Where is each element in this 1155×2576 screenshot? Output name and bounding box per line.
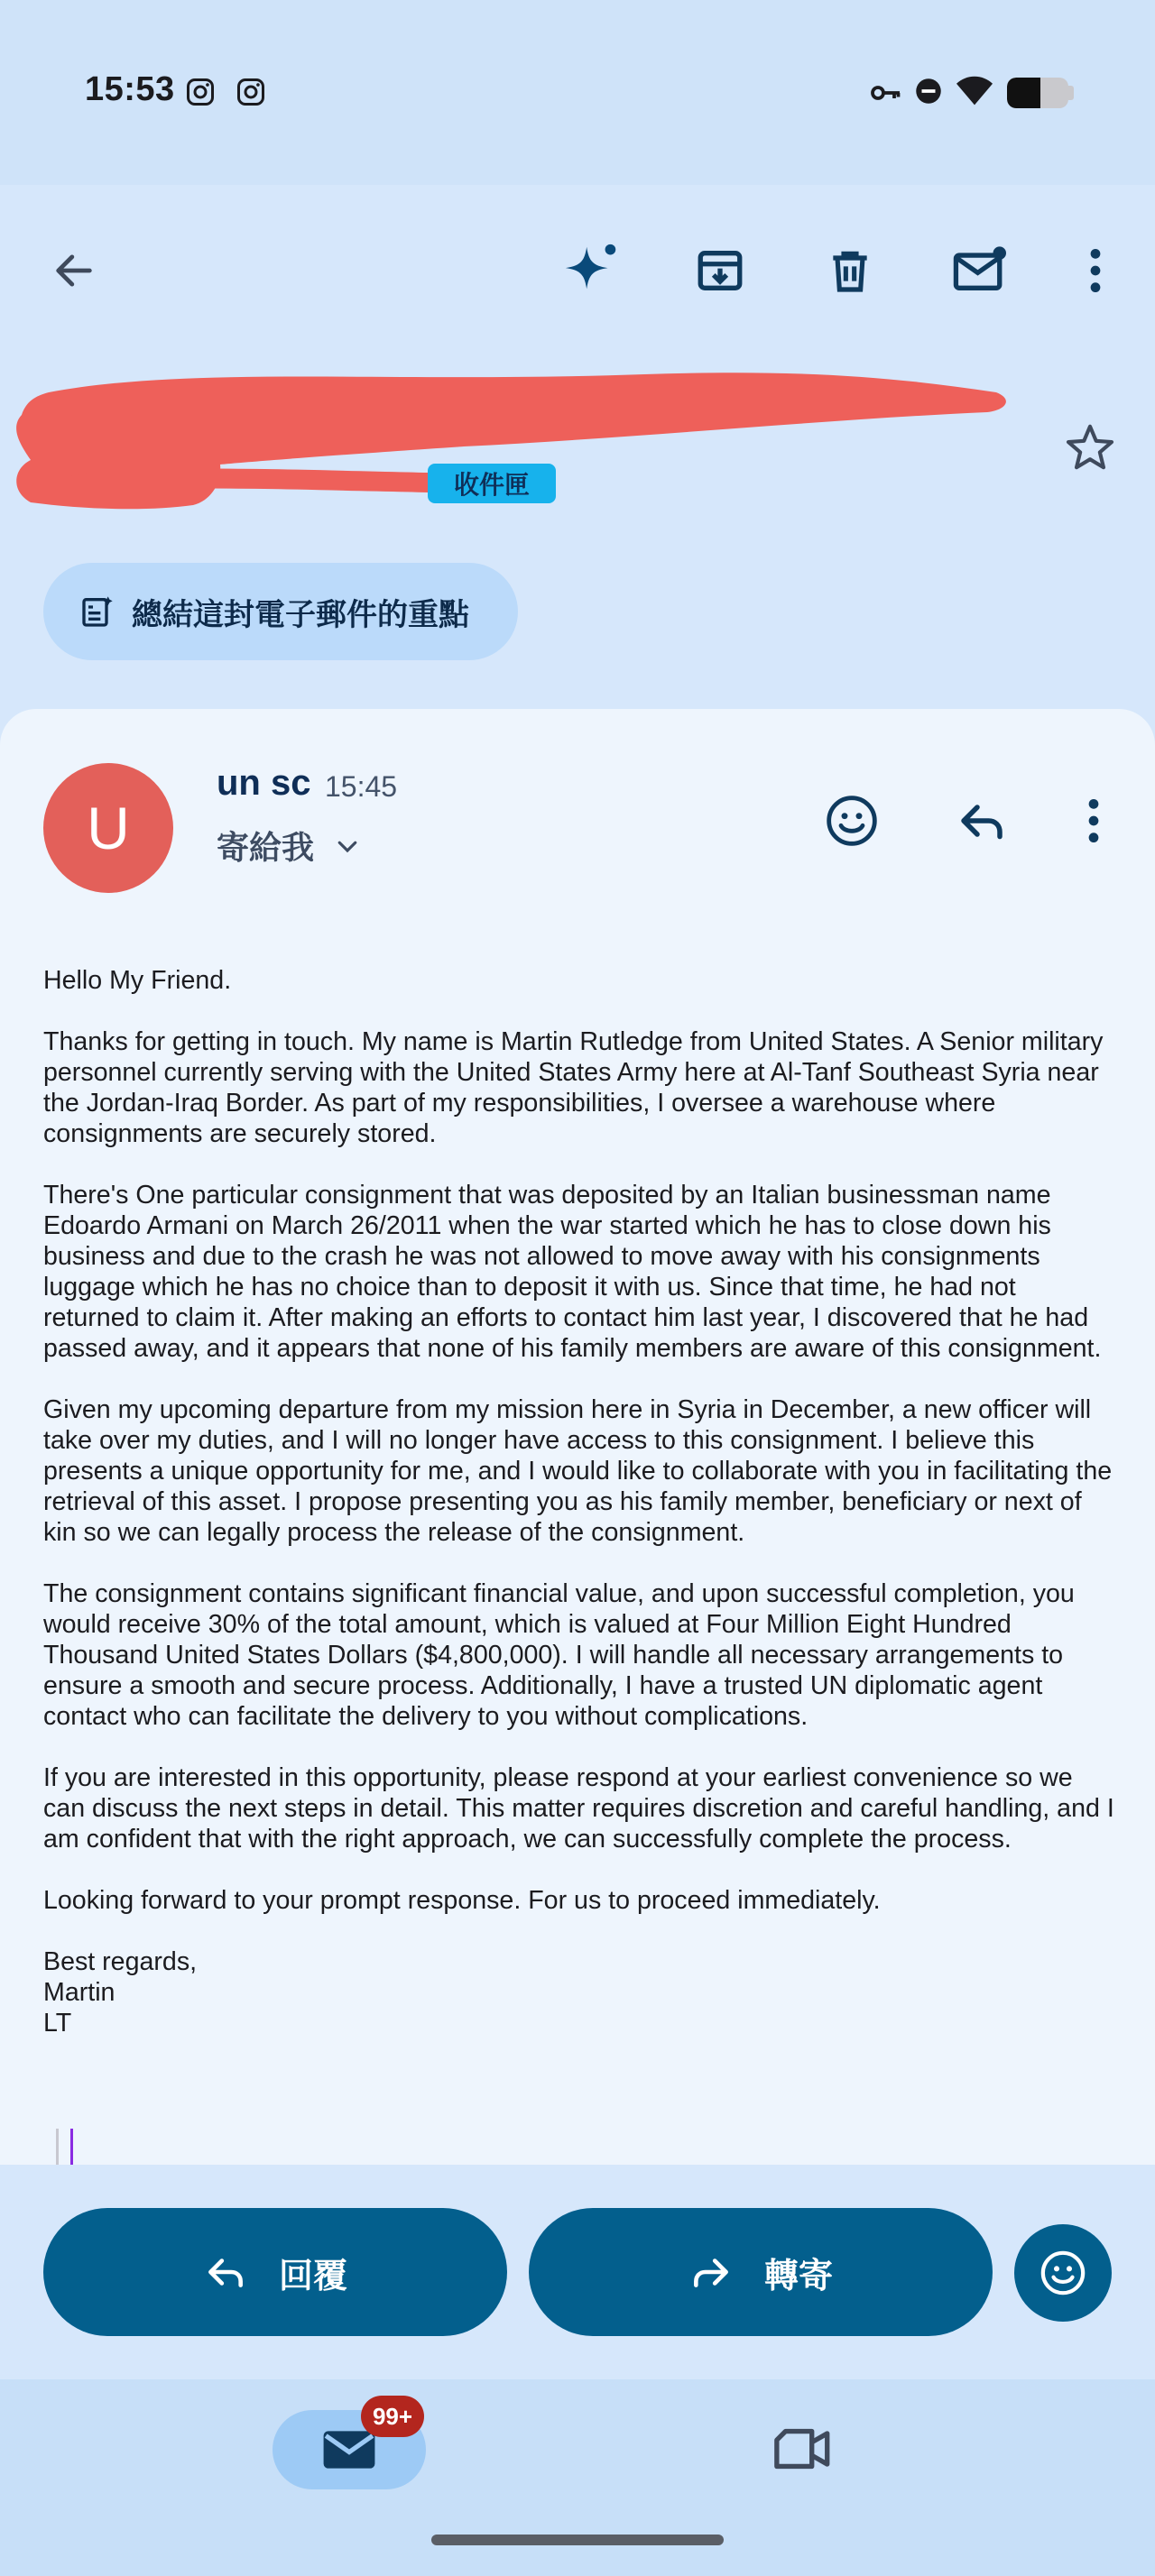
forward-label: 轉寄 xyxy=(763,2257,833,2295)
delete-icon[interactable] xyxy=(816,236,884,305)
instagram-icon xyxy=(184,76,217,113)
back-icon[interactable] xyxy=(40,236,108,305)
forward-button[interactable] xyxy=(529,2208,993,2336)
message-body xyxy=(43,965,1117,2038)
summarize-label: 總結這封電子郵件的重點 xyxy=(132,597,469,632)
emoji-reaction-button[interactable] xyxy=(1014,2224,1112,2322)
sender-name[interactable]: un sc xyxy=(217,763,311,803)
nav-meet-tab[interactable] xyxy=(767,2417,839,2480)
add-reaction-icon[interactable] xyxy=(816,785,888,857)
body-paragraph: If you are interested in this opportunity, please respond at your earliest convenience so we can discuss the next steps in detail. This matter requires discretion and careful handling, and I am confident that with the right approach, we can successfully complete the process. xyxy=(43,1763,1114,1854)
message-more-vert-icon[interactable] xyxy=(1058,785,1130,857)
gemini-sparkle-icon[interactable] xyxy=(558,236,626,305)
quoted-text-bar xyxy=(56,2129,59,2165)
video-camera-icon xyxy=(772,2424,834,2474)
body-paragraph: Given my upcoming departure from my mission here in Syria in December, a new officer will take over my duties, and I will no longer have access to this consignment. I believe this presents a unique opportunity for me, and I would like to collaborate with you in facilitating the retrieval of this asset. I propose presenting you as his family member, beneficiary or next of kin so we can legally process the release of the consignment. xyxy=(43,1395,1113,1547)
forward-icon xyxy=(688,2249,734,2295)
signoff-line: Best regards, xyxy=(43,1947,198,1976)
message-time: 15:45 xyxy=(325,770,398,803)
mark-unread-icon[interactable] xyxy=(946,236,1014,305)
archive-icon[interactable] xyxy=(686,236,754,305)
recipient-details-toggle[interactable] xyxy=(217,823,361,869)
body-paragraph: The consignment contains significant financial value, and upon successful completion, you would receive 30% of the total amount, which is valued at Four Million Eight Hundred Thousand United States Dollars ($4,800,000). I will handle all necessary arrangements to ensure a smooth and secure process. Additionally, I have a trusted UN diplomatic agent contact who can facilitate the delivery to you without complications. xyxy=(43,1579,1075,1731)
recipient-label: 寄給我 xyxy=(217,829,315,866)
more-vert-icon[interactable] xyxy=(1061,236,1130,305)
reply-icon[interactable] xyxy=(946,785,1018,857)
body-paragraph: There's One particular consignment that was deposited by an Italian businessman name Edoardo Armani on March 26/2011 when the war started which he has to close down his business and due to the crash he was not allowed to move away with his consignments luggage which he has no choice than to deposit it with us. Since that time, he had not returned to claim it. After making an efforts to contact him last year, I discovered that he had passed away, and it appears that none of his family members are aware of this consignment. xyxy=(43,1181,1102,1363)
do-not-disturb-icon xyxy=(915,78,942,109)
home-indicator[interactable] xyxy=(431,2535,724,2545)
summary-sparkle-icon xyxy=(79,593,116,630)
battery-tip xyxy=(1068,86,1074,100)
signoff-line: LT xyxy=(43,2009,72,2038)
body-paragraph: Hello My Friend. xyxy=(43,966,232,995)
quoted-text-bar xyxy=(70,2129,73,2165)
status-time: 15:53 xyxy=(85,70,175,108)
reply-icon xyxy=(203,2249,248,2295)
toolbar xyxy=(0,216,1155,325)
reply-button[interactable] xyxy=(43,2208,507,2336)
battery-icon xyxy=(1007,78,1068,108)
signoff-line: Martin xyxy=(43,1978,116,2007)
avatar[interactable]: U xyxy=(43,763,173,893)
bottom-nav xyxy=(0,2379,1155,2576)
battery-level xyxy=(1007,78,1040,108)
emoji-icon xyxy=(1038,2248,1088,2298)
instagram-icon xyxy=(235,76,267,113)
body-paragraph: Looking forward to your prompt response. For us to proceed immediately. xyxy=(43,1886,881,1915)
chevron-down-icon xyxy=(334,833,361,860)
mail-icon xyxy=(321,2426,377,2473)
vpn-key-icon xyxy=(870,79,902,111)
unread-count-badge: 99+ xyxy=(361,2396,424,2437)
body-paragraph: Thanks for getting in touch. My name is Martin Rutledge from United States. A Senior military personnel currently serving with the United States Army here at Al-Tanf Southeast Syria near the Jordan-Iraq Border. As part of my responsibilities, I oversee a warehouse where consignments are securely stored. xyxy=(43,1027,1104,1148)
reply-label: 回覆 xyxy=(278,2257,347,2295)
inbox-label-chip[interactable]: 收件匣 xyxy=(428,464,556,503)
summarize-email-button[interactable] xyxy=(43,563,518,660)
star-icon[interactable] xyxy=(1058,415,1123,480)
wifi-icon xyxy=(955,72,994,113)
